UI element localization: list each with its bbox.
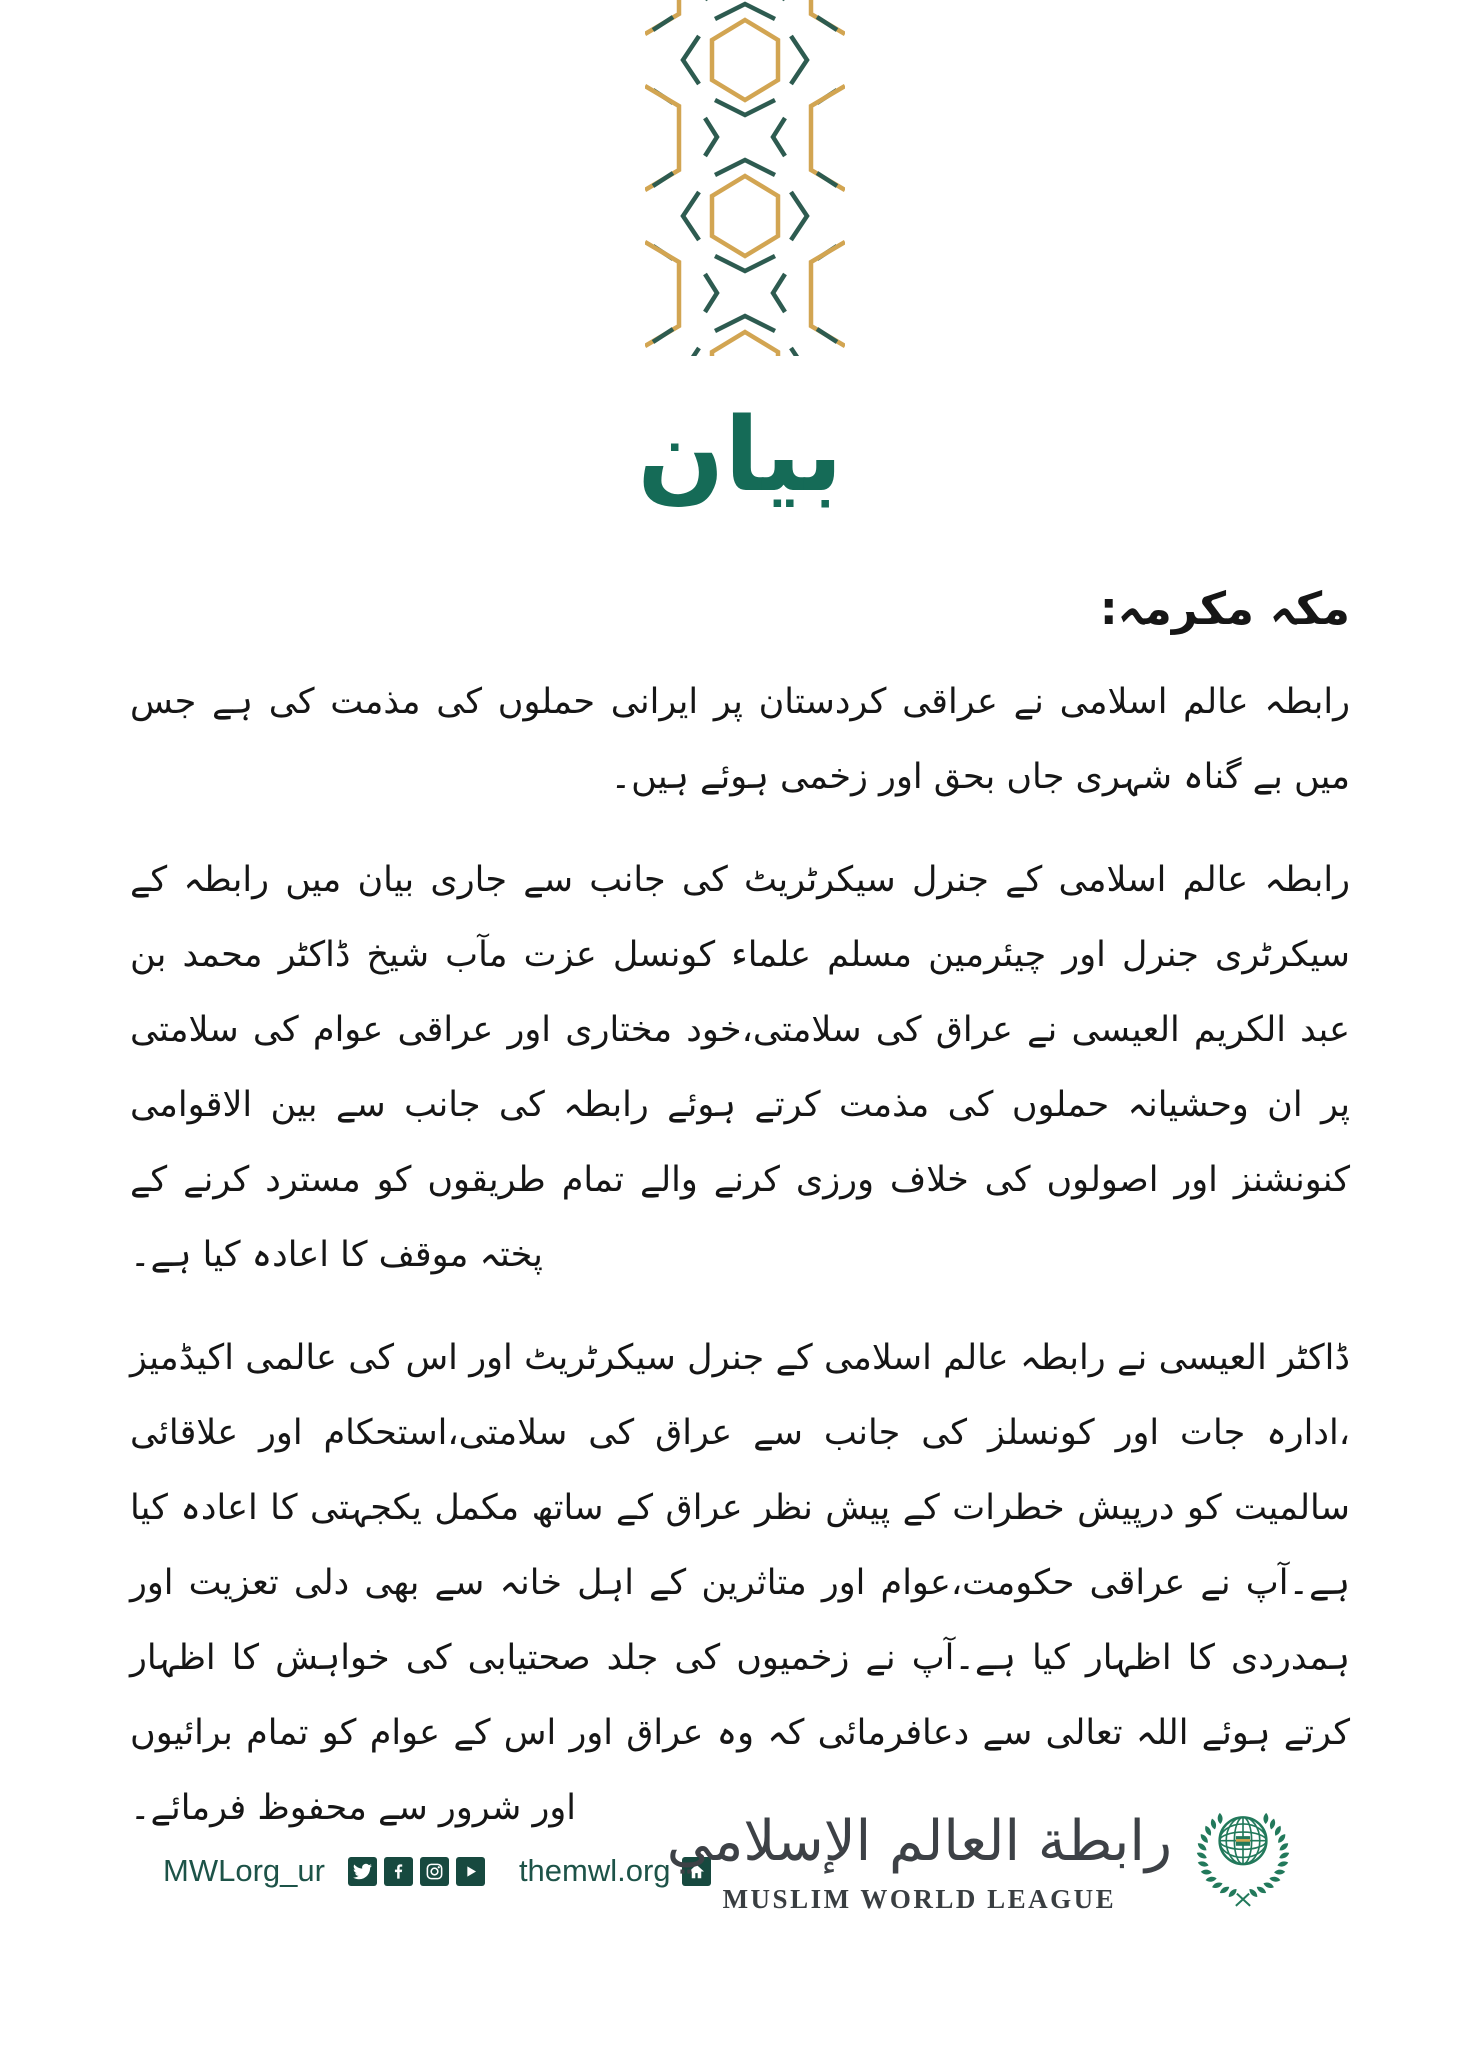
mwl-logo [667, 1800, 1294, 1916]
mwl-emblem-icon [1192, 1800, 1294, 1916]
logo-arabic-name: رابطة العالم الإسلامي [666, 1808, 1172, 1874]
statement-paragraph: رابطہ عالم اسلامی کے جنرل سیکرٹریٹ کی جانب سے جاری بیان میں رابطہ کے سیکرٹری جنرل اور چیئرمین مسلم علماء کونسل عزت مآب شیخ ڈاکٹر محمد بن عبد الکریم العیسی نے عراق کی سلامتی،خود مختاری اور عراقی عوام کی سلامتی پر ان وحشیانہ حملوں کی مذمت کرتے ہوئے رابطہ کی جانب سے بین الاقوامی کنونشنز اور اصولوں کی خلاف ورزی کرنے والے تمام طریقوں کو مسترد کرنے کے پختہ موقف کا اعادہ کیا ہے۔ [130, 860, 1350, 1275]
logo-english-name: MUSLIM WORLD LEAGUE [722, 1883, 1117, 1914]
page-title: بیان [637, 396, 843, 515]
dateline: مکہ مکرمہ: [1099, 582, 1350, 635]
mwl-logo-text [667, 1802, 1172, 1915]
statement-paragraph: رابطہ عالم اسلامی نے عراقی کردستان پر ایرانی حملوں کی مذمت کی ہے جس میں بے گناہ شہری جاں بحق اور زخمی ہوئے ہیں۔ [130, 682, 1350, 797]
statement-body [130, 582, 1350, 1874]
youtube-icon[interactable] [456, 1857, 485, 1886]
social-handle: MWLorg_ur [163, 1853, 325, 1888]
footer-social-bar [163, 1853, 718, 1889]
facebook-icon[interactable] [384, 1857, 413, 1886]
statement-paragraph: ڈاکٹر العیسی نے رابطہ عالم اسلامی کے جنرل سیکرٹریٹ اور اس کی عالمی اکیڈمیز ،ادارہ جات اور کونسلز کی جانب سے عراق کی سلامتی،استحکام اور علاقائی سالمیت کو درپیش خطرات کے پیش نظر عراق کے ساتھ مکمل یکجہتی کا اعادہ کیا ہے۔آپ نے عراقی حکومت،عوام اور متاثرین کے اہل خانہ سے بھی دلی تعزیت اور ہمدردی کا اظہار کیا ہے۔آپ نے زخمیوں کی جلد صحتیابی کی خواہش کا اظہار کرتے ہوئے اللہ تعالی سے دعافرمائی کہ وہ عراق اور اس کے عوام کو تمام برائیوں اور شرور سے محفوظ فرمائے۔ [130, 1338, 1350, 1828]
instagram-icon[interactable] [420, 1857, 449, 1886]
twitter-icon[interactable] [348, 1857, 377, 1886]
geometric-pattern-decoration [645, 0, 845, 356]
website-url[interactable]: themwl.org [518, 1853, 671, 1888]
